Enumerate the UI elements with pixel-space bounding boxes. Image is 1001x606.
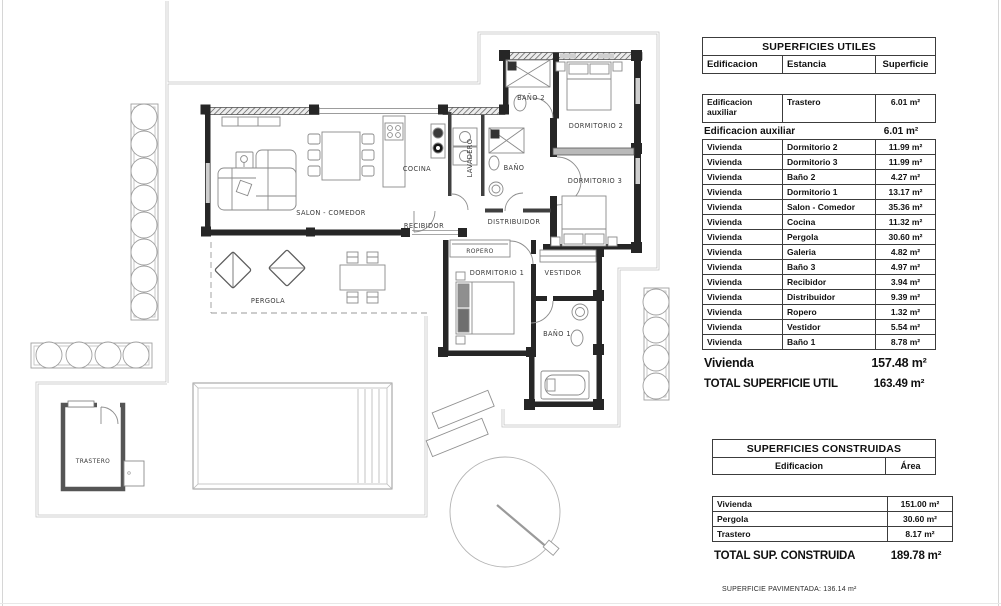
cell-superficie: 4.27 m² [890, 172, 921, 182]
room-label-bano: BAÑO [503, 164, 525, 172]
cell-area: 30.60 m² [902, 514, 938, 524]
table-row [703, 230, 935, 245]
construidas-header-row [712, 458, 936, 475]
cell-edificacion: Vivienda [703, 140, 783, 154]
table-row [703, 200, 935, 215]
cell-superficie: 3.94 m² [890, 277, 921, 287]
stove-icon [236, 152, 253, 170]
utiles-header-row [702, 56, 936, 74]
table-row [703, 140, 935, 155]
cell-edificacion: Vivienda [703, 155, 783, 169]
utiles-rows [702, 139, 936, 350]
table-row [713, 497, 952, 512]
room-label-vestidor: VESTIDOR [544, 269, 582, 277]
cell-superficie: 30.60 m² [888, 232, 923, 242]
utiles-total-row [702, 370, 936, 390]
utiles-header-edificacion: Edificacion [703, 56, 783, 73]
paved-surface-note: SUPERFICIE PAVIMENTADA: 136.14 m² [722, 586, 857, 593]
cell-estancia: Cocina [783, 215, 876, 229]
superficies-construidas-table [712, 439, 953, 562]
shower-bano2 [506, 60, 550, 87]
cell-edificacion: Pergola [713, 512, 888, 526]
room-label-trastero: TRASTERO [75, 459, 111, 465]
aux-subtotal-row [702, 123, 936, 139]
cell-estancia: Galeria [783, 245, 876, 259]
cell-area: 8.17 m² [905, 529, 935, 539]
cell-estancia: Trastero [783, 95, 876, 122]
utiles-header-estancia: Estancia [783, 56, 876, 73]
cell-edificacion: Vivienda [703, 215, 783, 229]
pergola-table [340, 252, 385, 303]
shower-bano [489, 128, 524, 153]
cell-superficie: 9.39 m² [890, 292, 921, 302]
table-row [703, 290, 935, 305]
pool-steps [358, 389, 379, 483]
table-row [713, 512, 952, 527]
cell-edificacion: Vivienda [703, 335, 783, 349]
planter-right [643, 288, 669, 400]
cell-edificacion: Vivienda [703, 275, 783, 289]
cell-edificacion: Vivienda [703, 185, 783, 199]
total-label: TOTAL SUP. CONSTRUIDA [714, 550, 856, 562]
cell-estancia: Distribuidor [783, 290, 876, 304]
cell-superficie: 8.78 m² [890, 337, 921, 347]
cell-edificacion: Trastero [713, 527, 888, 541]
cell-edificacion: Vivienda [703, 230, 783, 244]
room-label-distribuidor: DISTRIBUIDOR [487, 218, 541, 226]
superficies-utiles-table [702, 37, 936, 390]
room-label-ropero: ROPERO [466, 248, 494, 255]
sun-loungers [426, 390, 494, 456]
cell-edificacion: Vivienda [703, 290, 783, 304]
construidas-header-area: Área [900, 461, 921, 471]
bathtub [541, 371, 589, 399]
cell-area: 151.00 m² [900, 499, 940, 509]
tv-bench [222, 117, 280, 126]
utiles-header-superficie: Superficie [882, 59, 929, 70]
cell-estancia: Ropero [783, 305, 876, 319]
sofa [218, 150, 296, 210]
cell-estancia: Baño 1 [783, 335, 876, 349]
subtotal-value: 157.48 m² [871, 356, 927, 370]
cell-estancia: Recibidor [783, 275, 876, 289]
room-label-recibidor: RECIBIDOR [403, 222, 445, 230]
cell-estancia: Dormitorio 3 [783, 155, 876, 169]
subtotal-label: Vivienda [704, 356, 754, 370]
bed-dorm3 [551, 196, 617, 246]
cell-superficie: 1.32 m² [890, 307, 921, 317]
table-row [703, 305, 935, 320]
dining-table [308, 132, 374, 180]
cell-edificacion: Vivienda [703, 245, 783, 259]
cell-edificacion: Vivienda [703, 170, 783, 184]
table-row [703, 335, 935, 350]
toilet-bano1 [571, 330, 583, 346]
room-label-bano1: BAÑO 1 [543, 330, 571, 338]
kitchen-sink [431, 124, 445, 158]
subtotal-label: Edificacion auxiliar [704, 126, 796, 137]
cell-edificacion: Vivienda [713, 497, 888, 511]
cell-edificacion: Vivienda [703, 320, 783, 334]
cell-estancia: Pergola [783, 230, 876, 244]
table-row [703, 185, 935, 200]
cell-estancia: Vestidor [783, 320, 876, 334]
cell-estancia: Dormitorio 1 [783, 185, 876, 199]
room-label-dormitorio2: DORMITORIO 2 [568, 122, 624, 130]
room-label-dormitorio1: DORMITORIO 1 [469, 269, 525, 277]
trastero-room [63, 400, 144, 489]
cell-edificacion: Edificacion auxiliar [703, 95, 783, 122]
sink-bano [489, 156, 499, 170]
room-label-cocina: COCINA [402, 165, 432, 173]
cell-superficie: 4.82 m² [890, 247, 921, 257]
table-row [703, 260, 935, 275]
cell-superficie: 11.99 m² [888, 157, 923, 167]
bed-dorm2 [556, 62, 622, 110]
pergola-armchairs [215, 250, 306, 289]
pool [193, 383, 392, 489]
subtotal-value: 6.01 m² [883, 126, 919, 137]
construidas-total-row [712, 542, 953, 562]
construidas-rows [712, 496, 953, 542]
cell-superficie: 11.32 m² [888, 217, 923, 227]
cell-superficie: 5.54 m² [890, 322, 921, 332]
cell-superficie: 4.97 m² [890, 262, 921, 272]
construidas-title: SUPERFICIES CONSTRUIDAS [712, 439, 936, 458]
room-label-pergola: PERGOLA [250, 297, 286, 305]
utiles-title: SUPERFICIES UTILES [702, 37, 936, 56]
cell-edificacion: Vivienda [703, 260, 783, 274]
cell-estancia: Dormitorio 2 [783, 140, 876, 154]
cell-edificacion: Vivienda [703, 305, 783, 319]
planter-left [131, 104, 158, 320]
total-label: TOTAL SUPERFICIE UTIL [704, 378, 838, 390]
vivienda-subtotal-row [702, 350, 936, 370]
room-label-bano2: BAÑO 2 [517, 94, 545, 102]
kitchen-island [383, 116, 405, 187]
table-row [703, 320, 935, 335]
table-row [703, 155, 935, 170]
cell-estancia: Salon - Comedor [783, 200, 876, 214]
right-border-line [998, 0, 999, 606]
cell-estancia: Baño 2 [783, 170, 876, 184]
construidas-header-edificacion: Edificacion [713, 458, 886, 474]
bed-dorm1 [456, 272, 514, 344]
cell-edificacion: Vivienda [703, 200, 783, 214]
room-label-lavadero: LAVADERO [466, 138, 474, 178]
table-row [703, 170, 935, 185]
cell-superficie: 11.99 m² [888, 142, 923, 152]
planter-bottom [31, 342, 152, 368]
garden-round-feature [450, 457, 560, 567]
table-row [703, 245, 935, 260]
cell-superficie: 13.17 m² [888, 187, 923, 197]
room-label-dormitorio3: DORMITORIO 3 [567, 177, 623, 185]
total-value: 189.78 m² [890, 550, 942, 562]
table-row [703, 215, 935, 230]
room-label-salon: SALON - COMEDOR [296, 209, 366, 217]
table-row [713, 527, 952, 542]
table-row [702, 94, 936, 123]
dorm-divider-wall [553, 148, 634, 155]
cell-superficie: 6.01 m² [890, 97, 921, 107]
cell-estancia: Baño 3 [783, 260, 876, 274]
cell-superficie: 35.36 m² [888, 202, 923, 212]
total-value: 163.49 m² [873, 378, 925, 390]
table-row [703, 275, 935, 290]
